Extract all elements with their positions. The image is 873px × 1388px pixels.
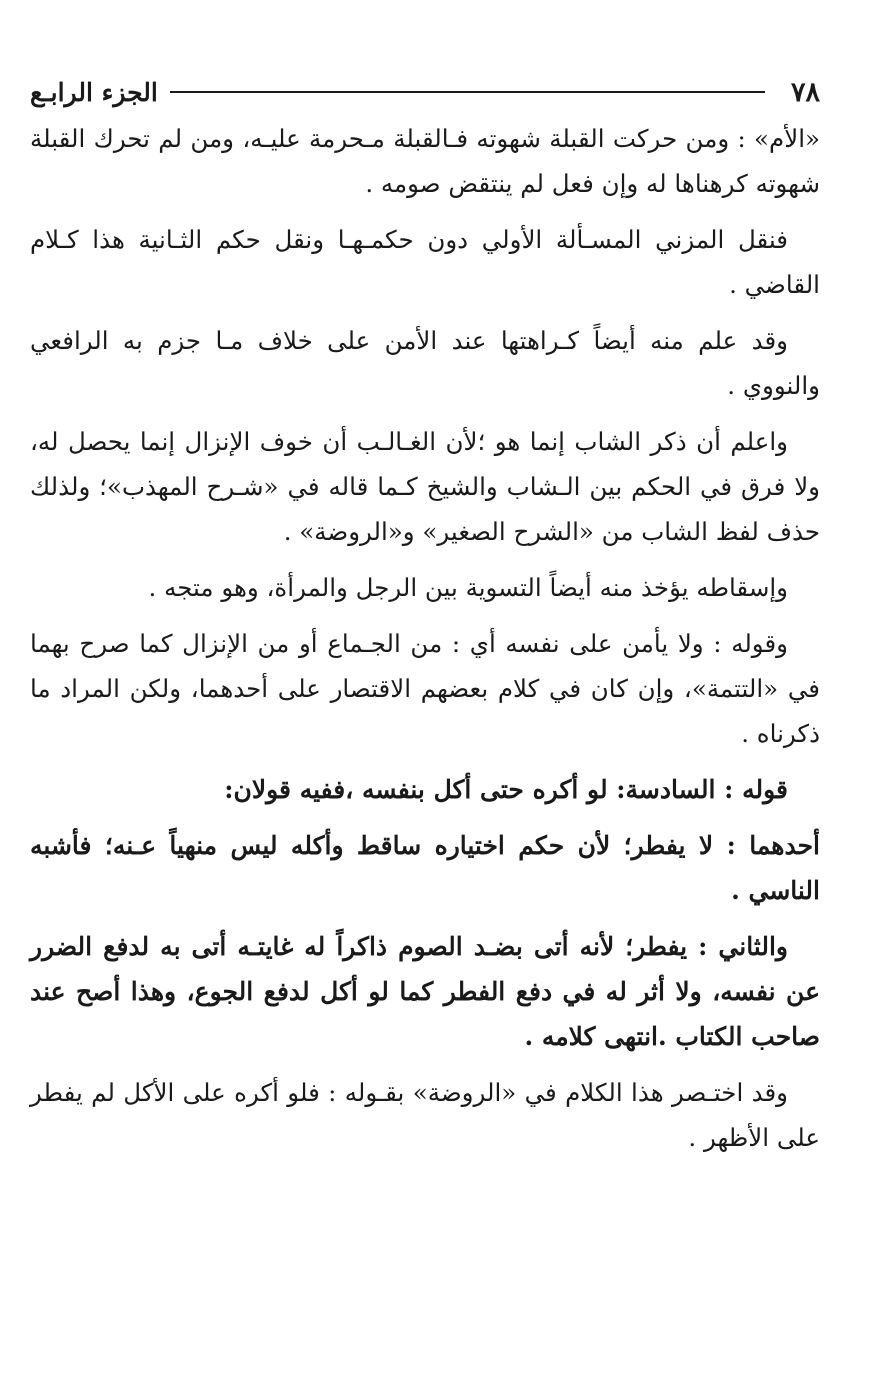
paragraph: «الأم» : ومن حركت القبلة شهوته فـالقبلة مـحرمة عليـه، ومن لم تحرك القبلة شهوته كرهناها له وإن فعل لم ينتقض صومه .	[30, 124, 820, 198]
page-body	[30, 116, 820, 1160]
paragraph: فنقل المزني المسـألة الأولي دون حكمـهـا ونقل حكم الثـانية هذا كـلام القاضي .	[30, 225, 820, 299]
paragraph: واعلم أن ذكر الشاب إنما هو ؛لأن الغـالـب أن خوف الإنزال إنما يحصل له، ولا فرق في الحكم بين الـشاب والشيخ كـما قاله في «شـرح المهذب»؛ ولذلك حذف لفظ الشاب من «الشرح الصغير» و«الروضة» .	[30, 427, 820, 546]
paragraph: وقد اختـصر هذا الكلام في «الروضة» بقـوله : فلو أكره على الأكل لم يفطر على الأظهر .	[30, 1078, 820, 1152]
bold-paragraph: والثاني : يفطر؛ لأنه أتى بضـد الصوم ذاكراً له غايتـه أتى به لدفع الضرر عن نفسه، ولا أثر له في دفع الفطر كما لو أكل لدفع الجوع، وهذا أصح عند صاحب الكتاب .انتهى كلامه .	[30, 932, 820, 1051]
paragraph: وقوله : ولا يأمن على نفسه أي : من الجـماع أو من الإنزال كما صرح بهما في «التتمة»، وإن كان في كلام بعضهم الاقتصار على أحدهما، ولكن المراد ما ذكرناه .	[30, 629, 820, 748]
page-number: ٧٨	[790, 76, 820, 108]
bold-paragraph: أحدهما : لا يفطر؛ لأن حكم اختياره ساقط وأكله ليس منهياً عـنه؛ فأشبه الناسي .	[30, 831, 820, 905]
paragraph: وقد علم منه أيضاً كـراهتها عند الأمن على خلاف مـا جزم به الرافعي والنووي .	[30, 326, 820, 400]
paragraph: وإسقاطه يؤخذ منه أيضاً التسوية بين الرجل والمرأة، وهو متجه .	[148, 573, 788, 602]
page-header	[30, 72, 820, 112]
running-title: الجزء الرابـع	[30, 77, 158, 107]
book-page	[30, 72, 820, 1171]
header-rule	[170, 91, 765, 93]
bold-paragraph: قوله : السادسة: لو أكره حتى أكل بنفسه ،ففيه قولان:	[224, 775, 788, 804]
